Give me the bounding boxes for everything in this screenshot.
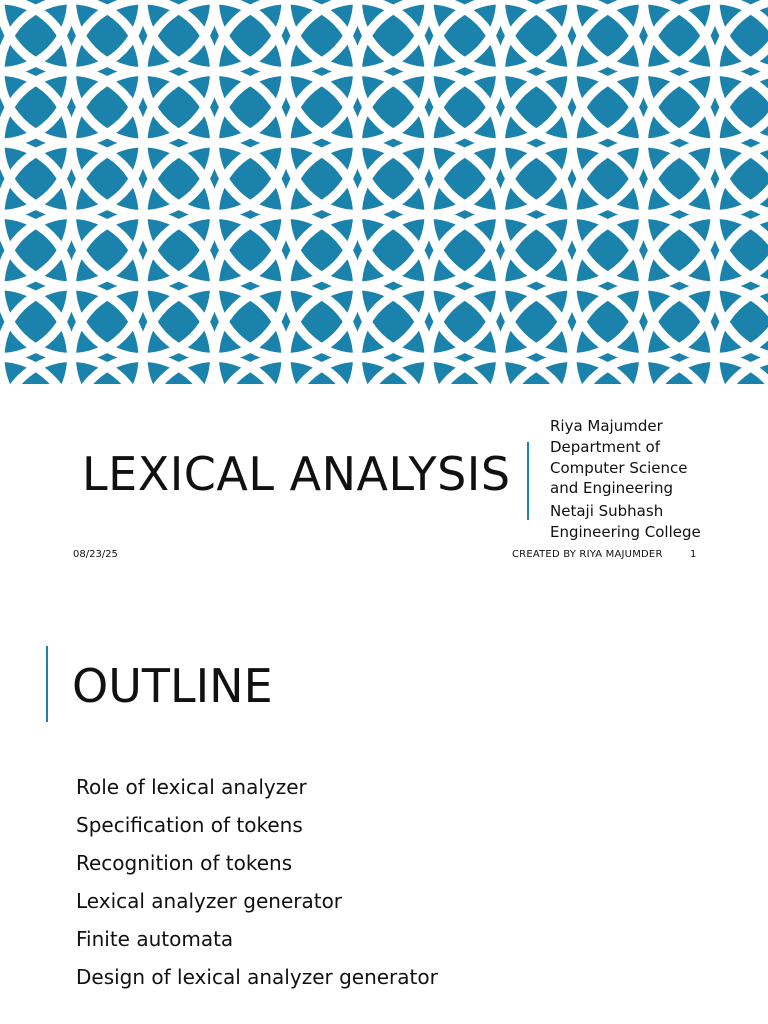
author-dept-line-3: and Engineering <box>550 479 673 498</box>
author-name: Riya Majumder <box>550 417 663 435</box>
title-divider <box>527 442 529 520</box>
decorative-pattern-banner <box>0 0 768 384</box>
outline-list <box>76 768 438 996</box>
outline-title: OUTLINE <box>72 659 273 713</box>
author-dept-line-1: Department of <box>550 437 660 456</box>
author-block <box>550 416 760 543</box>
footer-date: 08/23/25 <box>73 549 118 560</box>
outline-item: Recognition of tokens <box>76 851 293 875</box>
outline-item: Design of lexical analyzer generator <box>76 965 438 989</box>
outline-item: Finite automata <box>76 927 234 951</box>
interlocking-circles-pattern <box>0 0 768 384</box>
outline-item: Role of lexical analyzer <box>76 775 307 799</box>
author-dept-line-2: Computer Science <box>550 458 688 477</box>
outline-item: Lexical analyzer generator <box>76 889 343 913</box>
author-college-line-2: Engineering College <box>550 522 701 541</box>
outline-item: Specification of tokens <box>76 813 303 837</box>
title-accent-bar <box>46 646 48 722</box>
slide-number: 1 <box>690 549 697 560</box>
author-college-line-1: Netaji Subhash <box>550 502 664 521</box>
slide-title: LEXICAL ANALYSIS <box>82 447 511 501</box>
footer-credit: CREATED BY RIYA MAJUMDER <box>512 549 663 560</box>
outline-slide <box>0 576 768 1024</box>
